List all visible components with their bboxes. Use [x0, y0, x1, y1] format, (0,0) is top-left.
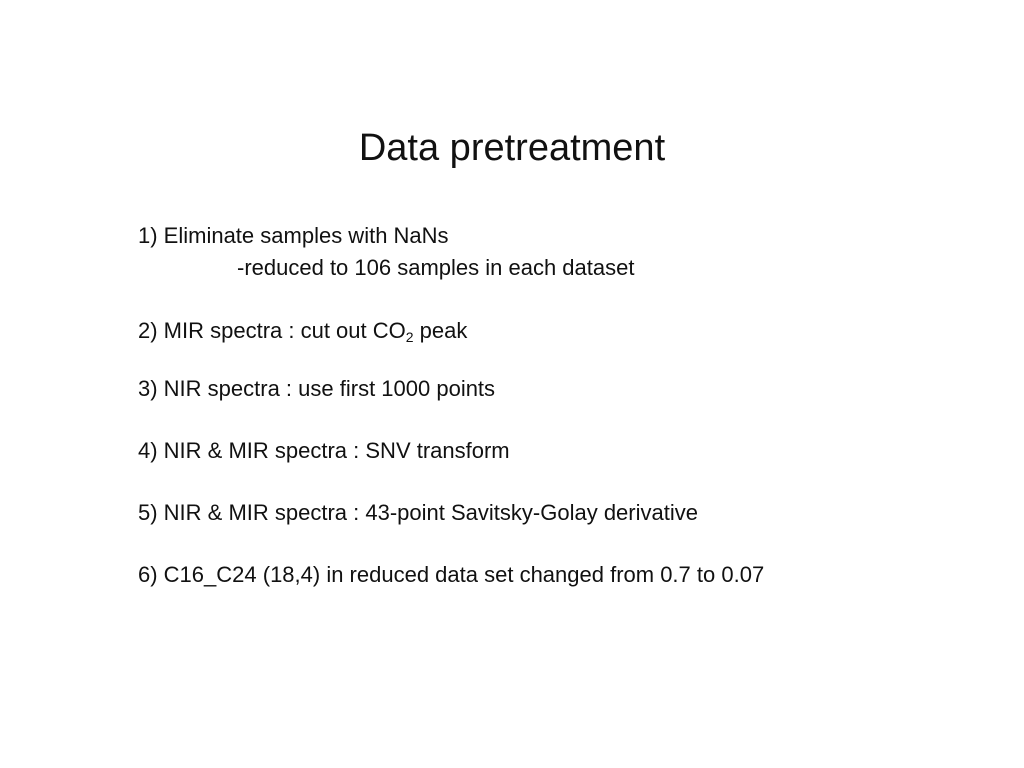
step-2-suffix: peak — [413, 318, 468, 343]
step-1: 1) Eliminate samples with NaNs — [138, 223, 449, 248]
step-2-subscript: 2 — [405, 329, 414, 345]
step-2-text: 2) MIR spectra : cut out CO — [138, 318, 406, 343]
step-6: 6) C16_C24 (18,4) in reduced data set changed from 0.7 to 0.07 — [138, 562, 765, 587]
step-2 — [138, 315, 467, 347]
slide-title: Data pretreatment — [358, 127, 666, 169]
step-1-detail: -reduced to 106 samples in each dataset — [237, 255, 635, 280]
step-4: 4) NIR & MIR spectra : SNV transform — [138, 438, 510, 463]
step-3: 3) NIR spectra : use first 1000 points — [138, 376, 496, 401]
step-5: 5) NIR & MIR spectra : 43-point Savitsky-Golay derivative — [138, 500, 698, 525]
